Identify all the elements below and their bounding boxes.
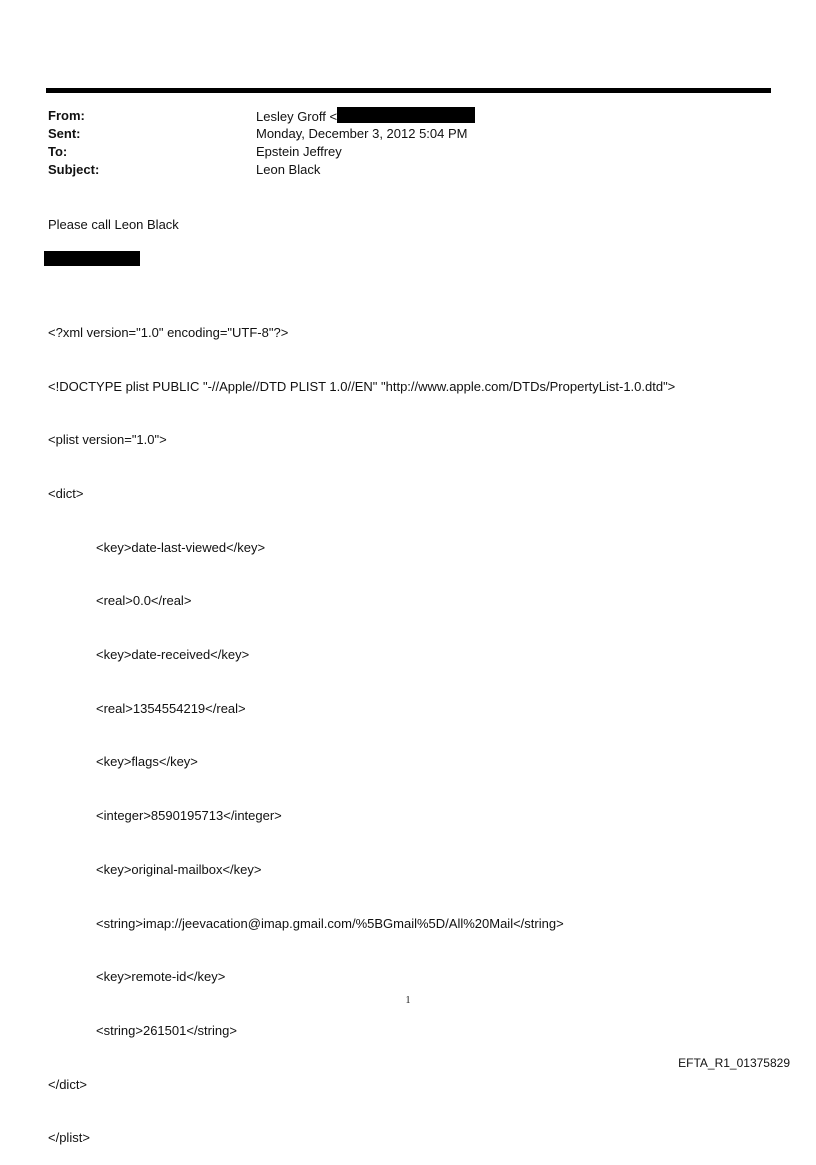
xml-line: <key>original-mailbox</key>	[96, 861, 262, 877]
xml-line: <integer>8590195713</integer>	[96, 808, 282, 824]
subject-label: Subject:	[48, 162, 100, 177]
xml-line: <!DOCTYPE plist PUBLIC "-//Apple//DTD PLIST 1.0//EN" "http://www.apple.com/DTDs/PropertyList-1.0.dtd">	[48, 378, 676, 394]
bates-number: EFTA_R1_01375829	[678, 1056, 790, 1070]
xml-line: <real>1354554219</real>	[96, 700, 246, 716]
xml-line: </dict>	[48, 1076, 88, 1092]
page-number: 1	[405, 995, 411, 1006]
to-value: Epstein Jeffrey	[256, 144, 342, 159]
from-value	[256, 107, 475, 126]
to-label: To:	[48, 144, 68, 159]
xml-line: <string>261501</string>	[96, 1022, 237, 1038]
xml-line: <plist version="1.0">	[48, 432, 167, 448]
message-body: Please call Leon Black	[48, 217, 179, 232]
sent-label: Sent:	[48, 126, 81, 141]
xml-line: <key>date-last-viewed</key>	[96, 539, 266, 555]
header-rule	[46, 88, 771, 93]
redaction-box	[337, 107, 475, 123]
plist-xml-block	[48, 288, 675, 1165]
xml-line: <string>imap://jeevacation@imap.gmail.com/%5BGmail%5D/All%20Mail</string>	[96, 915, 564, 931]
xml-line: <key>remote-id</key>	[96, 969, 226, 985]
xml-line: <real>0.0</real>	[96, 593, 192, 609]
sent-value: Monday, December 3, 2012 5:04 PM	[256, 126, 468, 141]
subject-value: Leon Black	[256, 162, 321, 177]
xml-line: <key>flags</key>	[96, 754, 198, 770]
xml-line: </plist>	[48, 1130, 90, 1146]
xml-line: <?xml version="1.0" encoding="UTF-8"?>	[48, 324, 289, 340]
from-label: From:	[48, 108, 85, 123]
xml-line: <key>date-received</key>	[96, 647, 250, 663]
from-text: Lesley Groff <	[256, 109, 338, 124]
xml-line: <dict>	[48, 485, 84, 501]
signature-redaction	[44, 251, 140, 266]
